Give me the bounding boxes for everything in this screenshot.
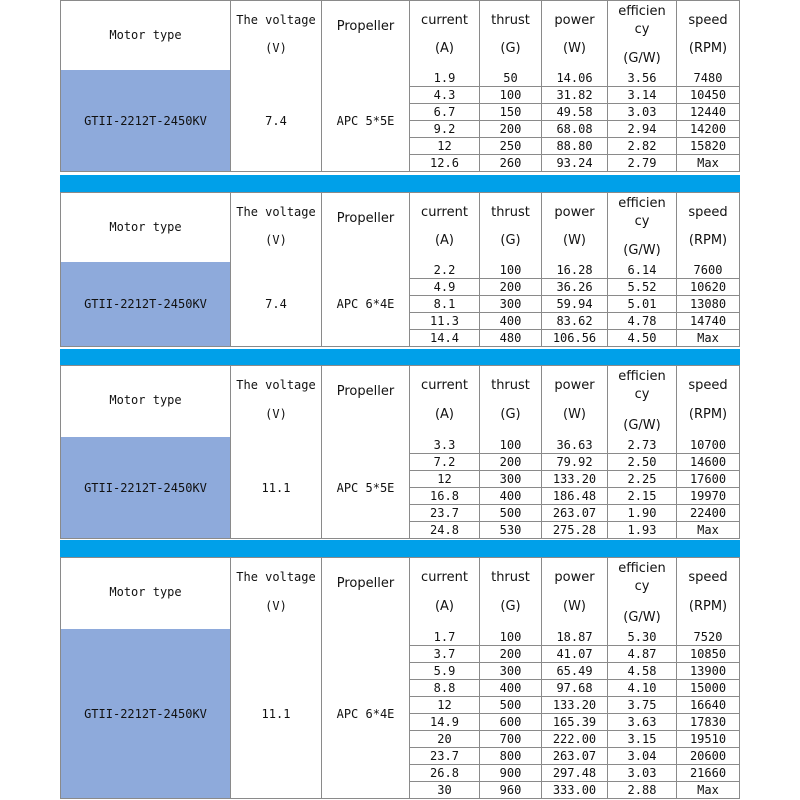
thrust-cell: 480 — [480, 330, 542, 347]
motor-type-cell: GTII-2212T-2450KV — [60, 437, 231, 539]
current-cell: 11.3 — [410, 313, 480, 330]
table-header — [60, 0, 740, 71]
table-row — [410, 454, 740, 471]
table-row — [410, 765, 740, 782]
header-efficiency-label-1: efficien — [618, 196, 666, 211]
header-voltage-label-1: The voltage — [236, 205, 316, 219]
power-cell: 93.24 — [542, 155, 608, 172]
power-cell: 263.07 — [542, 505, 608, 522]
power-cell: 36.26 — [542, 279, 608, 296]
header-current-label-1: current — [421, 570, 468, 585]
header-speed-label-1: speed — [688, 570, 728, 585]
table-separator — [60, 349, 740, 365]
motor-test-sheet — [60, 0, 740, 800]
performance-table — [60, 557, 740, 799]
propeller-cell: APC 5*5E — [322, 70, 410, 172]
thrust-cell: 400 — [480, 313, 542, 330]
header-thrust-label-1: thrust — [491, 205, 530, 220]
header-speed — [677, 1, 740, 71]
header-thrust — [480, 1, 542, 71]
power-cell: 65.49 — [542, 663, 608, 680]
header-efficiency — [608, 1, 677, 71]
efficiency-cell: 2.79 — [608, 155, 677, 172]
header-efficiency-label-2: cy — [634, 387, 650, 402]
power-cell: 222.00 — [542, 731, 608, 748]
table-row — [410, 471, 740, 488]
efficiency-cell: 3.14 — [608, 87, 677, 104]
header-power-label-1: power — [554, 13, 595, 28]
header-power-label-2: (W) — [563, 407, 586, 423]
current-cell: 7.2 — [410, 454, 480, 471]
table-row — [410, 279, 740, 296]
propeller-cell: APC 5*5E — [322, 437, 410, 539]
thrust-cell: 900 — [480, 765, 542, 782]
thrust-cell: 260 — [480, 155, 542, 172]
header-voltage-label-1: The voltage — [236, 570, 316, 584]
motor-type-cell: GTII-2212T-2450KV — [60, 70, 231, 172]
speed-cell: 17830 — [677, 714, 740, 731]
speed-cell: 10850 — [677, 646, 740, 663]
efficiency-cell: 3.03 — [608, 104, 677, 121]
thrust-cell: 500 — [480, 697, 542, 714]
header-motor-type — [60, 366, 231, 438]
current-cell: 23.7 — [410, 748, 480, 765]
speed-cell: Max — [677, 782, 740, 799]
efficiency-cell: 2.15 — [608, 488, 677, 505]
header-power — [542, 1, 608, 71]
current-cell: 30 — [410, 782, 480, 799]
table-row — [410, 646, 740, 663]
speed-cell: Max — [677, 522, 740, 539]
table-row — [410, 522, 740, 539]
power-cell: 36.63 — [542, 437, 608, 454]
current-cell: 23.7 — [410, 505, 480, 522]
header-speed-label-2: (RPM) — [688, 232, 728, 248]
header-current — [410, 1, 480, 71]
power-cell: 16.28 — [542, 262, 608, 279]
thrust-cell: 400 — [480, 488, 542, 505]
power-cell: 49.58 — [542, 104, 608, 121]
table-row — [410, 731, 740, 748]
propeller-cell: APC 6*4E — [322, 629, 410, 799]
header-speed — [677, 366, 740, 438]
header-propeller-label-1: Propeller — [336, 384, 395, 399]
table-row — [410, 155, 740, 172]
thrust-cell: 300 — [480, 663, 542, 680]
speed-cell: 7520 — [677, 629, 740, 646]
current-cell: 4.3 — [410, 87, 480, 104]
speed-cell: 7480 — [677, 70, 740, 87]
current-cell: 12 — [410, 138, 480, 155]
header-voltage-label-2: (V) — [265, 232, 287, 247]
power-cell: 297.48 — [542, 765, 608, 782]
efficiency-cell: 5.30 — [608, 629, 677, 646]
header-thrust-label-2: (G) — [500, 599, 521, 615]
current-cell: 1.7 — [410, 629, 480, 646]
table-body — [60, 437, 740, 539]
header-voltage-label-2: (V) — [265, 40, 287, 55]
thrust-cell: 500 — [480, 505, 542, 522]
table-row — [410, 262, 740, 279]
header-motor-type-label-1: Motor type — [109, 219, 182, 234]
header-efficiency — [608, 193, 677, 263]
header-propeller-label-1: Propeller — [336, 18, 395, 34]
power-cell: 106.56 — [542, 330, 608, 347]
thrust-cell: 700 — [480, 731, 542, 748]
header-speed — [677, 193, 740, 263]
header-current-label-2: (A) — [434, 40, 455, 56]
table-row — [410, 488, 740, 505]
thrust-cell: 200 — [480, 454, 542, 471]
header-power-label-2: (W) — [563, 232, 586, 248]
header-thrust-label-2: (G) — [500, 40, 521, 56]
speed-cell: 15820 — [677, 138, 740, 155]
header-propeller — [322, 366, 410, 438]
table-row — [410, 104, 740, 121]
header-speed — [677, 558, 740, 630]
speed-cell: 16640 — [677, 697, 740, 714]
header-speed-label-1: speed — [688, 13, 728, 28]
power-cell: 83.62 — [542, 313, 608, 330]
table-row — [410, 782, 740, 799]
thrust-cell: 530 — [480, 522, 542, 539]
current-cell: 3.7 — [410, 646, 480, 663]
speed-cell: 14600 — [677, 454, 740, 471]
performance-table — [60, 192, 740, 347]
table-row — [410, 313, 740, 330]
header-current-label-1: current — [421, 378, 468, 393]
header-efficiency-label-1: efficien — [618, 561, 666, 576]
header-thrust-label-1: thrust — [491, 570, 530, 585]
speed-cell: 21660 — [677, 765, 740, 782]
current-cell: 20 — [410, 731, 480, 748]
power-cell: 133.20 — [542, 471, 608, 488]
thrust-cell: 200 — [480, 121, 542, 138]
table-body — [60, 629, 740, 799]
efficiency-cell: 1.93 — [608, 522, 677, 539]
power-cell: 79.92 — [542, 454, 608, 471]
speed-cell: 12440 — [677, 104, 740, 121]
header-current-label-1: current — [421, 205, 468, 220]
table-row — [410, 330, 740, 347]
table-row — [410, 629, 740, 646]
current-cell: 14.9 — [410, 714, 480, 731]
table-separator — [60, 175, 740, 192]
header-efficiency-label-3: (G/W) — [623, 609, 661, 625]
header-current — [410, 366, 480, 438]
header-power-label-2: (W) — [563, 599, 586, 615]
header-motor-type — [60, 558, 231, 630]
speed-cell: Max — [677, 330, 740, 347]
current-cell: 12.6 — [410, 155, 480, 172]
header-efficiency-label-1: efficien — [618, 369, 666, 384]
table-row — [410, 714, 740, 731]
table-row — [410, 87, 740, 104]
header-voltage-label-1: The voltage — [236, 13, 316, 27]
power-cell: 41.07 — [542, 646, 608, 663]
header-voltage — [231, 366, 322, 438]
table-row — [410, 70, 740, 87]
header-thrust — [480, 366, 542, 438]
speed-cell: 10620 — [677, 279, 740, 296]
power-cell: 59.94 — [542, 296, 608, 313]
efficiency-cell: 1.90 — [608, 505, 677, 522]
efficiency-cell: 4.87 — [608, 646, 677, 663]
efficiency-cell: 2.25 — [608, 471, 677, 488]
thrust-cell: 250 — [480, 138, 542, 155]
current-cell: 2.2 — [410, 262, 480, 279]
header-speed-label-1: speed — [688, 205, 728, 220]
table-row — [410, 680, 740, 697]
propeller-cell: APC 6*4E — [322, 262, 410, 347]
efficiency-cell: 2.82 — [608, 138, 677, 155]
header-power-label-2: (W) — [563, 40, 586, 56]
header-motor-type-label-1: Motor type — [109, 393, 182, 408]
header-thrust-label-1: thrust — [491, 378, 530, 393]
voltage-cell: 7.4 — [231, 70, 322, 172]
efficiency-cell: 4.10 — [608, 680, 677, 697]
motor-type-cell: GTII-2212T-2450KV — [60, 262, 231, 347]
table-row — [410, 437, 740, 454]
header-speed-label-2: (RPM) — [688, 599, 728, 615]
header-current-label-2: (A) — [434, 407, 455, 423]
table-row — [410, 663, 740, 680]
power-cell: 263.07 — [542, 748, 608, 765]
speed-cell: 13900 — [677, 663, 740, 680]
speed-cell: 10450 — [677, 87, 740, 104]
header-thrust-label-2: (G) — [500, 232, 521, 248]
power-cell: 133.20 — [542, 697, 608, 714]
header-motor-type — [60, 1, 231, 71]
header-efficiency-label-2: cy — [634, 214, 650, 229]
header-current-label-2: (A) — [434, 232, 455, 248]
table-body — [60, 262, 740, 347]
table-header — [60, 192, 740, 263]
table-row — [410, 296, 740, 313]
voltage-cell: 11.1 — [231, 629, 322, 799]
power-cell: 97.68 — [542, 680, 608, 697]
power-cell: 275.28 — [542, 522, 608, 539]
header-speed-label-1: speed — [688, 378, 728, 393]
table-row — [410, 121, 740, 138]
header-power — [542, 366, 608, 438]
speed-cell: 7600 — [677, 262, 740, 279]
table-row — [410, 138, 740, 155]
current-cell: 6.7 — [410, 104, 480, 121]
header-power-label-1: power — [554, 570, 595, 585]
header-propeller — [322, 193, 410, 263]
speed-cell: 20600 — [677, 748, 740, 765]
efficiency-cell: 3.63 — [608, 714, 677, 731]
power-cell: 31.82 — [542, 87, 608, 104]
header-efficiency-label-1: efficien — [618, 4, 666, 19]
header-efficiency-label-2: cy — [634, 22, 650, 37]
header-current — [410, 193, 480, 263]
thrust-cell: 300 — [480, 296, 542, 313]
speed-cell: 17600 — [677, 471, 740, 488]
header-propeller-label-1: Propeller — [336, 576, 395, 591]
speed-cell: 10700 — [677, 437, 740, 454]
efficiency-cell: 4.58 — [608, 663, 677, 680]
table-row — [410, 697, 740, 714]
thrust-cell: 50 — [480, 70, 542, 87]
efficiency-cell: 3.15 — [608, 731, 677, 748]
thrust-cell: 100 — [480, 437, 542, 454]
current-cell: 12 — [410, 697, 480, 714]
table-header — [60, 365, 740, 438]
efficiency-cell: 2.88 — [608, 782, 677, 799]
performance-table — [60, 365, 740, 539]
header-voltage-label-1: The voltage — [236, 378, 316, 392]
header-motor-type-label-1: Motor type — [109, 27, 182, 42]
speed-cell: Max — [677, 155, 740, 172]
header-voltage — [231, 193, 322, 263]
thrust-cell: 200 — [480, 646, 542, 663]
table-row — [410, 505, 740, 522]
header-power — [542, 193, 608, 263]
speed-cell: 19510 — [677, 731, 740, 748]
thrust-cell: 200 — [480, 279, 542, 296]
current-cell: 3.3 — [410, 437, 480, 454]
efficiency-cell: 5.52 — [608, 279, 677, 296]
header-speed-label-2: (RPM) — [688, 407, 728, 423]
current-cell: 24.8 — [410, 522, 480, 539]
header-current — [410, 558, 480, 630]
header-thrust-label-2: (G) — [500, 407, 521, 423]
efficiency-cell: 2.94 — [608, 121, 677, 138]
header-thrust-label-1: thrust — [491, 13, 530, 28]
thrust-cell: 100 — [480, 629, 542, 646]
header-propeller — [322, 558, 410, 630]
header-efficiency — [608, 558, 677, 630]
thrust-cell: 960 — [480, 782, 542, 799]
current-cell: 12 — [410, 471, 480, 488]
thrust-cell: 800 — [480, 748, 542, 765]
efficiency-cell: 3.75 — [608, 697, 677, 714]
header-motor-type — [60, 193, 231, 263]
header-propeller-label-1: Propeller — [336, 210, 395, 226]
header-power-label-1: power — [554, 378, 595, 393]
efficiency-cell: 4.50 — [608, 330, 677, 347]
power-cell: 68.08 — [542, 121, 608, 138]
thrust-cell: 150 — [480, 104, 542, 121]
header-current-label-2: (A) — [434, 599, 455, 615]
table-row — [410, 748, 740, 765]
power-cell: 186.48 — [542, 488, 608, 505]
speed-cell: 15000 — [677, 680, 740, 697]
thrust-cell: 600 — [480, 714, 542, 731]
speed-cell: 14200 — [677, 121, 740, 138]
header-efficiency-label-3: (G/W) — [623, 51, 661, 67]
performance-table — [60, 0, 740, 172]
power-cell: 14.06 — [542, 70, 608, 87]
speed-cell: 22400 — [677, 505, 740, 522]
efficiency-cell: 3.04 — [608, 748, 677, 765]
table-header — [60, 557, 740, 630]
header-efficiency-label-3: (G/W) — [623, 243, 661, 259]
speed-cell: 14740 — [677, 313, 740, 330]
thrust-cell: 100 — [480, 262, 542, 279]
power-cell: 18.87 — [542, 629, 608, 646]
speed-cell: 19970 — [677, 488, 740, 505]
header-power-label-1: power — [554, 205, 595, 220]
power-cell: 333.00 — [542, 782, 608, 799]
current-cell: 16.8 — [410, 488, 480, 505]
efficiency-cell: 4.78 — [608, 313, 677, 330]
efficiency-cell: 2.50 — [608, 454, 677, 471]
header-efficiency-label-3: (G/W) — [623, 417, 661, 433]
voltage-cell: 7.4 — [231, 262, 322, 347]
header-thrust — [480, 193, 542, 263]
efficiency-cell: 6.14 — [608, 262, 677, 279]
table-body — [60, 70, 740, 172]
current-cell: 26.8 — [410, 765, 480, 782]
table-separator — [60, 540, 740, 557]
header-current-label-1: current — [421, 13, 468, 28]
voltage-cell: 11.1 — [231, 437, 322, 539]
header-speed-label-2: (RPM) — [688, 40, 728, 56]
efficiency-cell: 5.01 — [608, 296, 677, 313]
header-voltage — [231, 558, 322, 630]
power-cell: 88.80 — [542, 138, 608, 155]
header-thrust — [480, 558, 542, 630]
header-propeller — [322, 1, 410, 71]
thrust-cell: 300 — [480, 471, 542, 488]
speed-cell: 13080 — [677, 296, 740, 313]
header-voltage-label-2: (V) — [265, 599, 287, 614]
efficiency-cell: 3.03 — [608, 765, 677, 782]
header-voltage — [231, 1, 322, 71]
current-cell: 14.4 — [410, 330, 480, 347]
current-cell: 4.9 — [410, 279, 480, 296]
current-cell: 8.1 — [410, 296, 480, 313]
current-cell: 9.2 — [410, 121, 480, 138]
header-efficiency — [608, 366, 677, 438]
header-power — [542, 558, 608, 630]
thrust-cell: 400 — [480, 680, 542, 697]
header-motor-type-label-1: Motor type — [109, 585, 182, 600]
header-voltage-label-2: (V) — [265, 407, 287, 422]
motor-type-cell: GTII-2212T-2450KV — [60, 629, 231, 799]
current-cell: 5.9 — [410, 663, 480, 680]
power-cell: 165.39 — [542, 714, 608, 731]
efficiency-cell: 2.73 — [608, 437, 677, 454]
header-efficiency-label-2: cy — [634, 579, 650, 594]
current-cell: 1.9 — [410, 70, 480, 87]
efficiency-cell: 3.56 — [608, 70, 677, 87]
current-cell: 8.8 — [410, 680, 480, 697]
thrust-cell: 100 — [480, 87, 542, 104]
